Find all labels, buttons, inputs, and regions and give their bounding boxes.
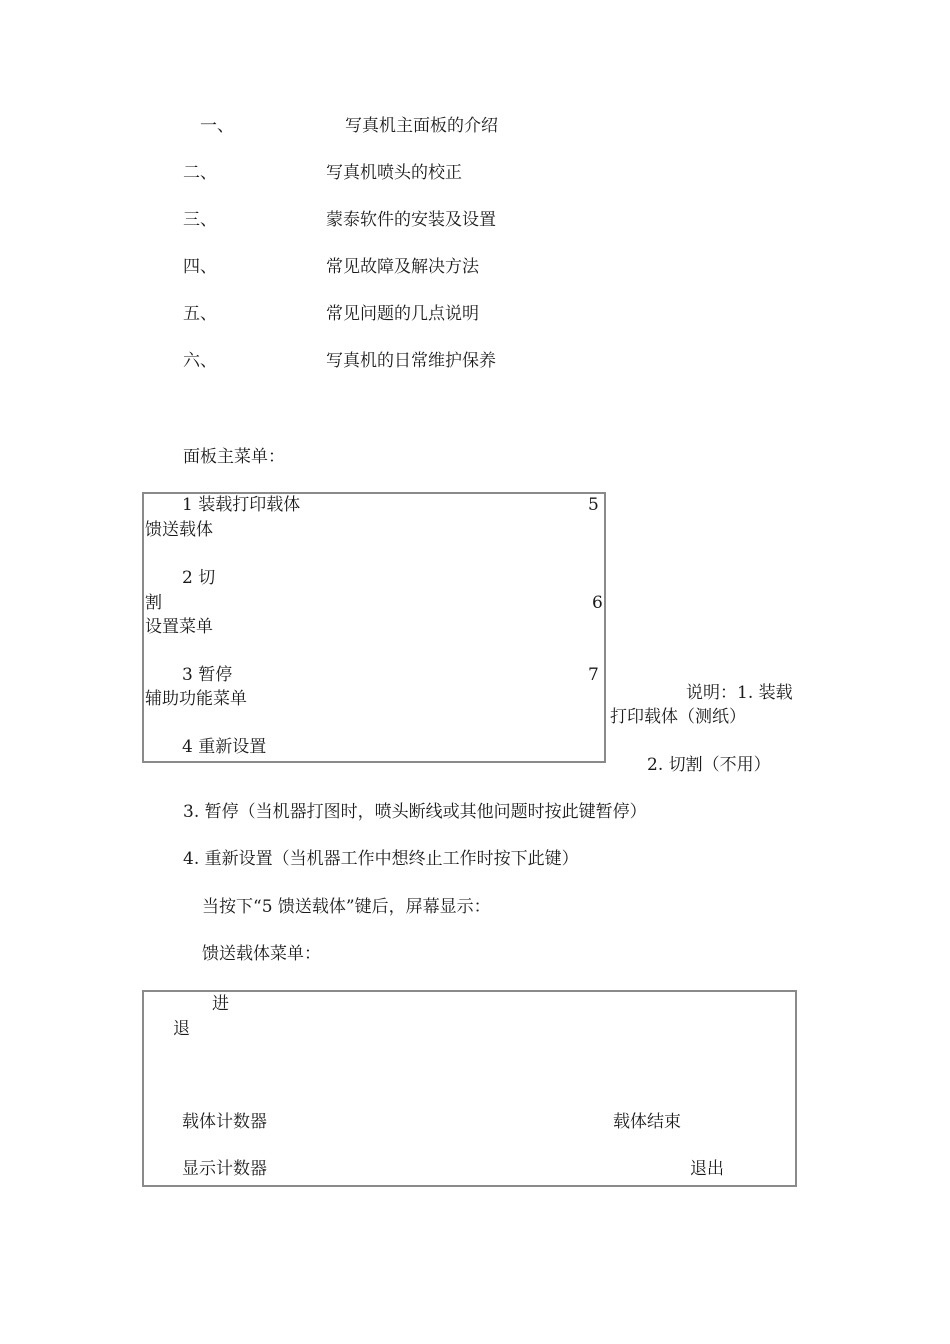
- toc-title-5: 常见问题的几点说明: [326, 304, 479, 324]
- toc-num-1: 一、: [200, 116, 234, 136]
- feed-show-counter: 显示计数器: [182, 1159, 267, 1179]
- main-menu-line-5: 割: [145, 593, 162, 613]
- main-menu-heading: 面板主菜单：: [183, 447, 285, 467]
- toc-num-5: 五、: [183, 304, 217, 324]
- toc-title-1: 写真机主面板的介绍: [345, 116, 498, 136]
- main-menu-line-10: 辅助功能菜单: [145, 689, 247, 709]
- feed-media-counter: 载体计数器: [182, 1112, 267, 1132]
- note-item-3: 3. 暂停（当机器打图时，喷头断线或其他问题时按此键暂停）: [183, 802, 647, 822]
- main-menu-line-2: 5: [588, 495, 599, 515]
- note-line-2: 打印载体（测纸）: [610, 707, 746, 727]
- feed-menu-heading: 馈送载体菜单：: [202, 944, 321, 964]
- main-menu-line-9: 7: [588, 665, 599, 685]
- note-line-1: 说明：1. 装载: [686, 683, 793, 703]
- feed-media-end: 载体结束: [613, 1112, 681, 1132]
- note-item-2: 2. 切割（不用）: [647, 755, 771, 775]
- feed-retreat: 退: [173, 1019, 190, 1039]
- toc-title-6: 写真机的日常维护保养: [326, 351, 496, 371]
- toc-title-2: 写真机喷头的校正: [326, 163, 462, 183]
- toc-title-4: 常见故障及解决方法: [326, 257, 479, 277]
- main-menu-line-8: 3 暂停: [182, 665, 233, 685]
- main-menu-line-3: 馈送载体: [145, 520, 213, 540]
- toc-num-3: 三、: [183, 210, 217, 230]
- main-menu-line-7: 设置菜单: [145, 617, 213, 637]
- main-menu-line-6: 6: [592, 593, 603, 613]
- toc-title-3: 蒙泰软件的安装及设置: [326, 210, 496, 230]
- toc-num-2: 二、: [183, 163, 217, 183]
- main-menu-line-11: 4 重新设置: [182, 737, 267, 757]
- feed-menu-box: [142, 990, 797, 1187]
- feed-exit: 退出: [690, 1159, 724, 1179]
- main-menu-line-1: 1 装载打印载体: [182, 495, 301, 515]
- main-menu-line-4: 2 切: [182, 568, 216, 588]
- feed-advance: 进: [212, 994, 229, 1014]
- note-item-4: 4. 重新设置（当机器工作中想终止工作时按下此键）: [183, 849, 579, 869]
- toc-num-4: 四、: [183, 257, 217, 277]
- after-press-text: 当按下“5 馈送载体”键后，屏幕显示：: [202, 897, 491, 917]
- toc-num-6: 六、: [183, 351, 217, 371]
